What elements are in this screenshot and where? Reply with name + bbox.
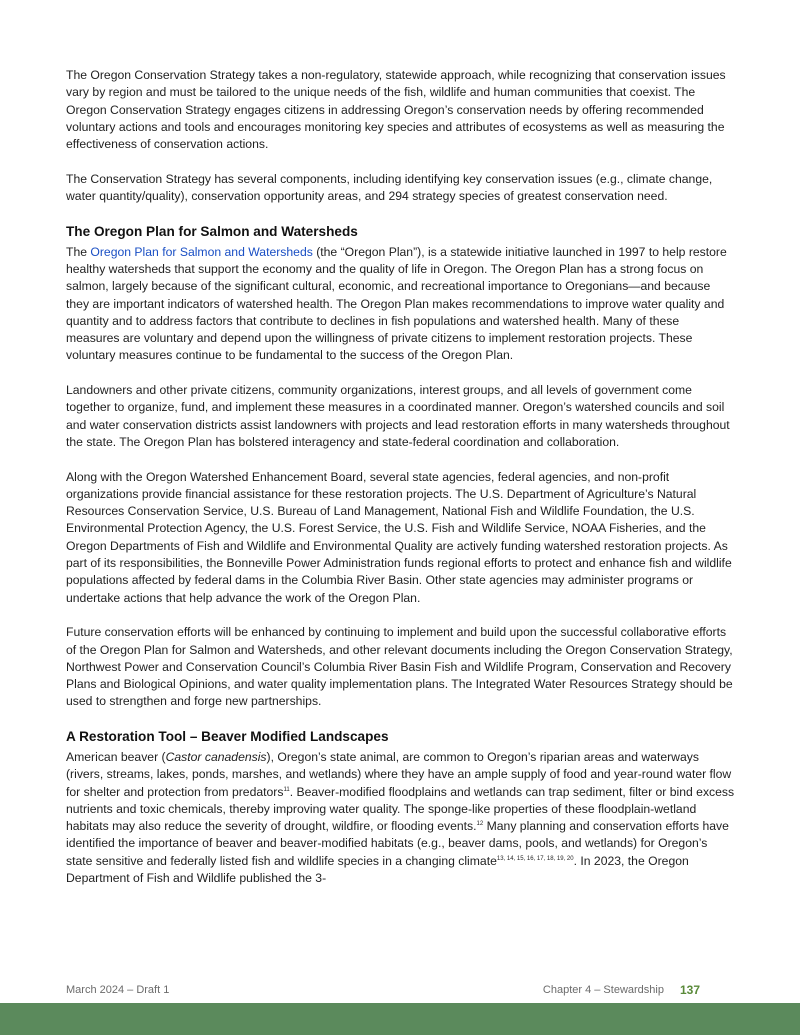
- paragraph: Landowners and other private citizens, community organizations, interest groups, and all levels of government come together to organize, fund, and implement these measures in a coordinated manner. Oregon’s watershed councils and soil and water conservation districts assist landowners with projects and lead restoration efforts in many watersheds throughout the state. The Oregon Plan has bolstered interagency and state-federal coordination and collaboration.: [66, 383, 730, 449]
- footer-date: March 2024 – Draft 1: [66, 984, 170, 996]
- paragraph: Along with the Oregon Watershed Enhancement Board, several state agencies, federal agencies, and non-profit organizations provide financial assistance for these restoration projects. The U.S. Department of Agriculture’s Natural Resources Conservation Service, U.S. Bureau of Land Management, National Fish and Wildlife Foundation, the U.S. Environmental Protection Agency, the U.S. Forest Service, the U.S. Fish and Wildlife Service, NOAA Fisheries, and the Oregon Departments of Fish and Wildlife and Environmental Quality are actively funding watershed restoration projects. As part of its responsibilities, the Bonneville Power Administration funds regional efforts to protect and enhance fish and wildlife populations affected by federal dams in the Columbia River Basin. Other state agencies may administer programs or undertake actions that help advance the work of the Oregon Plan.: [66, 469, 732, 605]
- text: American beaver (: [66, 749, 166, 764]
- footer-color-band: [0, 1003, 800, 1035]
- document-body: [66, 67, 736, 905]
- text: . Beaver-modified floodplains and wetlands can trap sediment, filter or bind excess nutrients and toxic chemicals, thereby improving water quality. The sponge-like properties of these floodplain-wetland habitats may also reduce the severity of drought, wildfire, or flooding events.: [66, 784, 735, 834]
- species-name: Castor canadensis: [165, 749, 267, 764]
- text: . In 2023, the Oregon Department of Fish and Wildlife published the 3-: [66, 853, 689, 886]
- paragraph: [66, 749, 736, 887]
- footnote-ref[interactable]: 11: [283, 786, 290, 793]
- paragraph: The Oregon Conservation Strategy takes a non-regulatory, statewide approach, while recognizing that conservation issues vary by region and must be tailored to the unique needs of the fish, wildlife and human communities that coexist. The Oregon Conservation Strategy engages citizens in addressing Oregon’s conservation needs by offering recommended voluntary actions and tools and encourages monitoring key species and attributes of ecosystems as well as measuring the effectiveness of conservation actions.: [66, 68, 726, 152]
- page-number: 137: [679, 983, 700, 997]
- footnote-ref[interactable]: 12: [476, 821, 484, 828]
- section-heading-beaver: A Restoration Tool – Beaver Modified Landscapes: [66, 728, 389, 744]
- text: (the “Oregon Plan”), is a statewide initiative launched in 1997 to help restore healthy watersheds that support the economy and the quality of life in Oregon. The Oregon Plan has a strong focus on salmon, largely because of the significant cultural, economic, and recreational importance to Oregonians—and because they are important indicators of watershed health. The Oregon Plan makes recommendations to improve water quality and quantity and to address factors that contribute to declines in fish populations and watershed health. Many of these measures are voluntary and depend upon the willingness of private citizens to implement restoration projects. These voluntary measures continue to be fundamental to the success of the Oregon Plan.: [66, 244, 727, 363]
- oregon-plan-link[interactable]: Oregon Plan for Salmon and Watersheds: [90, 244, 313, 259]
- paragraph: Future conservation efforts will be enhanced by continuing to implement and build upon the successful collaborative efforts of the Oregon Plan for Salmon and Watersheds, and other relevant documents including the Oregon Conservation Strategy, Northwest Power and Conservation Council’s Columbia River Basin Fish and Wildlife Program, Conservation and Recovery Plans and Biological Opinions, and water quality implementation plans. The Integrated Water Resources Strategy should be used to strengthen and forge new partnerships.: [66, 625, 733, 709]
- footer-right: [543, 983, 700, 997]
- text: Many planning and conservation efforts have identified the importance of beaver and beaver-modified habitats (e.g., beaver dams, pools, and wetlands) for Oregon’s state sensitive and federally listed fish and wildlife species in a changing climate: [66, 819, 729, 868]
- footnote-ref[interactable]: 13, 14, 15, 16, 17, 18, 19, 20: [496, 855, 574, 862]
- paragraph: The Conservation Strategy has several components, including identifying key conservation issues (e.g., climate change, water quantity/quality), conservation opportunity areas, and 294 strategy species of greatest conservation need.: [66, 171, 713, 204]
- section-heading-oregon-plan: The Oregon Plan for Salmon and Watersheds: [66, 223, 358, 239]
- text: ), Oregon’s state animal, are common to Oregon’s riparian areas and waterways (rivers, streams, lakes, ponds, marshes, and wetlands) where they have an ample supply of food and year-round water flow for shelter and protection from predators: [66, 749, 732, 799]
- text: The: [66, 244, 91, 259]
- footer-chapter: Chapter 4 – Stewardship: [542, 984, 664, 996]
- paragraph: [66, 244, 736, 365]
- page-footer: [66, 982, 700, 998]
